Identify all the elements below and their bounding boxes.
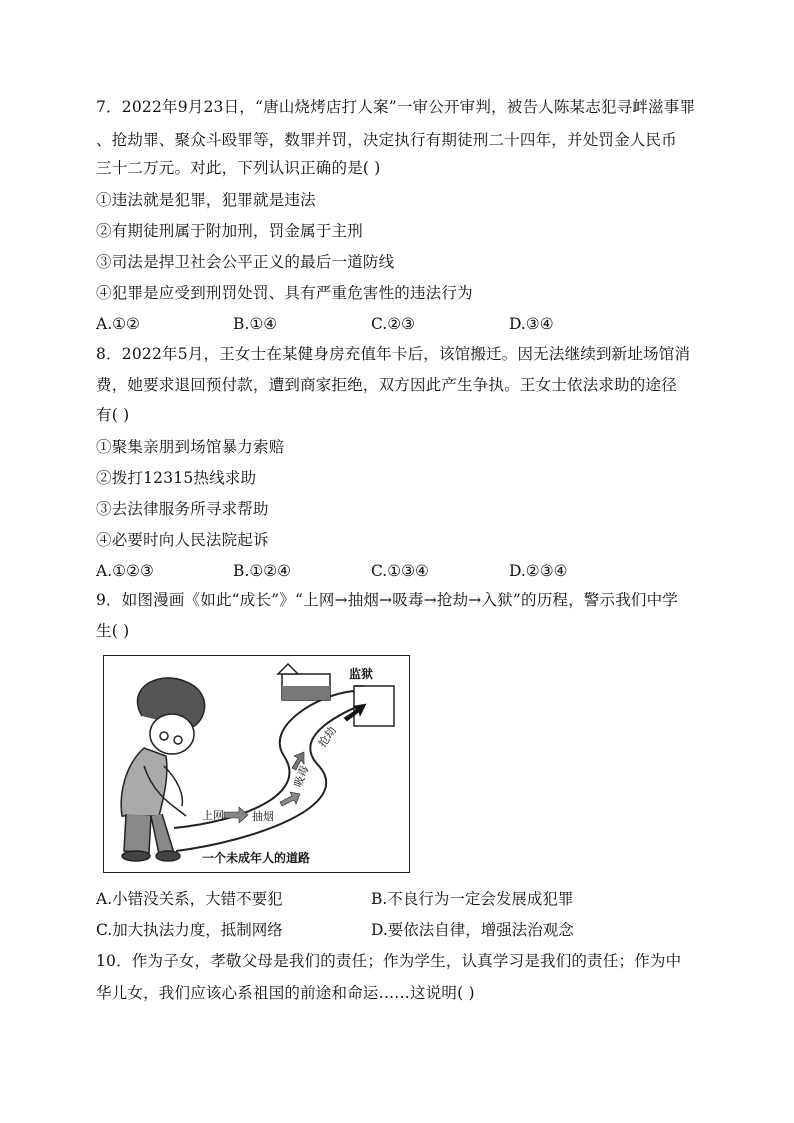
q7-stem-line3: 三十二万元。对此，下列认识正确的是( ) — [96, 159, 381, 177]
q8-option-b: B.①②④ — [233, 562, 292, 580]
cartoon-drawing — [104, 656, 408, 871]
q9-option-b: B.不良行为一定会发展成犯罪 — [371, 890, 574, 908]
q9-option-d: D.要依法自律，增强法治观念 — [371, 921, 574, 939]
q8-option-d: D.②③④ — [509, 562, 568, 580]
q7-item-1: ①违法就是犯罪，犯罪就是违法 — [96, 191, 316, 209]
q8-stem-line3: 有( ) — [96, 406, 130, 424]
step-robbery: 抢劫 — [315, 724, 340, 750]
q7-option-a: A.①② — [96, 315, 140, 333]
q10-stem-line1: 10．作为子女，孝敬父母是我们的责任；作为学生，认真学习是我们的责任；作为中 — [96, 952, 682, 970]
q7-item-2: ②有期徒刑属于附加刑，罚金属于主刑 — [96, 222, 363, 240]
q9-stem-line2: 生( ) — [96, 622, 130, 640]
q8-stem-line1: 8．2022年5月，王女士在某健身房充值年卡后，该馆搬迁。因无法继续到新址场馆消 — [96, 345, 691, 363]
figure-caption: 一个未成年人的道路 — [202, 851, 311, 865]
q10-stem-line2: 华儿女，我们应该心系祖国的前途和命运……这说明( ) — [96, 984, 475, 1002]
q9-stem-line1: 9．如图漫画《如此“成长”》“上网→抽烟→吸毒→抢劫→入狱”的历程，警示我们中学 — [96, 591, 679, 609]
q7-stem-line1: 7．2022年9月23日，“唐山烧烤店打人案”一审公开审判，被告人陈某志犯寻衅滋事罪 — [96, 98, 696, 116]
q8-item-1: ①聚集亲朋到场馆暴力索赔 — [96, 438, 285, 456]
step-smoking: 抽烟 — [252, 810, 274, 823]
q7-item-3: ③司法是捍卫社会公平正义的最后一道防线 — [96, 253, 395, 271]
q7-stem-line2: 、抢劫罪、聚众斗殴罪等，数罪并罚，决定执行有期徒刑二十四年，并处罚金人民币 — [96, 131, 677, 149]
q7-option-d: D.③④ — [509, 315, 554, 333]
prison-label: 监狱 — [349, 667, 374, 681]
q8-item-4: ④必要时向人民法院起诉 — [96, 531, 269, 549]
arrow-icon — [280, 792, 300, 806]
q8-stem-line2: 费，她要求退回预付款，遭到商家拒绝，双方因此产生争执。王女士依法求助的途径 — [96, 376, 677, 394]
q8-option-a: A.①②③ — [96, 562, 154, 580]
q7-item-4: ④犯罪是应受到刑罚处罚、具有严重危害性的违法行为 — [96, 284, 473, 302]
q8-item-3: ③去法律服务所寻求帮助 — [96, 500, 269, 518]
q8-option-c: C.①③④ — [371, 562, 429, 580]
q9-option-a: A.小错没关系，大错不要犯 — [96, 890, 283, 908]
q7-option-b: B.①④ — [233, 315, 278, 333]
step-drugs: 吸毒 — [291, 763, 312, 790]
arrow-icon — [224, 807, 248, 823]
q8-item-2: ②拨打12315热线求助 — [96, 469, 257, 487]
boy-illustration — [121, 678, 204, 861]
cartoon-figure — [103, 655, 410, 873]
step-internet: 上网 — [202, 809, 224, 822]
q7-option-c: C.②③ — [371, 315, 416, 333]
q9-option-c: C.加大执法力度，抵制网络 — [96, 921, 283, 939]
